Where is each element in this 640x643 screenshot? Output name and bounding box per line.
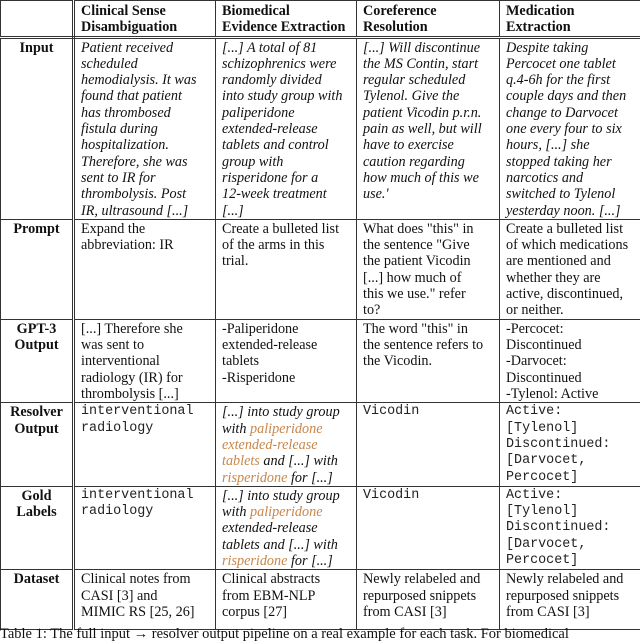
cell-text-line: the patient Vicodin xyxy=(363,253,494,269)
cell-text-line: CASI [3] and xyxy=(81,588,210,604)
row-label-line: GPT-3 xyxy=(3,321,70,337)
cell-text-line: Clinical abstracts xyxy=(222,571,351,587)
cell-text-line: 12-week treatment xyxy=(222,186,351,202)
column-header-biomedical-evidence xyxy=(216,1,357,38)
cell-text-line: corpus [27] xyxy=(222,604,351,620)
cell-text-line xyxy=(222,537,351,553)
cell-text-line: couple days and then xyxy=(506,88,638,104)
table-row-prompt xyxy=(1,219,640,319)
cell-text-line: extended-release xyxy=(222,337,351,353)
highlighted-span: extended-release xyxy=(222,437,318,453)
cell-text-line: [Darvocet, xyxy=(506,537,638,553)
cell-text-line: tablets and control xyxy=(222,137,351,153)
cell-text-line: have to exercise xyxy=(363,137,494,153)
table-cell xyxy=(216,570,357,630)
cell-text-line: of which medications xyxy=(506,237,638,253)
cell-text-line: active, discontinued, xyxy=(506,286,638,302)
cell-text-line: Despite taking xyxy=(506,40,638,56)
cell-text-line: switched to Tylenol xyxy=(506,186,638,202)
table-cell xyxy=(357,37,500,219)
cell-text-line: has thrombosed xyxy=(81,105,210,121)
cell-text-line: change to Darvocet xyxy=(506,105,638,121)
cell-text-line: patient Vicodin p.r.n. xyxy=(363,105,494,121)
table-cell xyxy=(500,486,640,569)
cell-text-line: found that patient xyxy=(81,88,210,104)
cell-text-line: thrombolysis. Post xyxy=(81,186,210,202)
cell-text-line: radiology (IR) for xyxy=(81,370,210,386)
table-cell xyxy=(74,37,216,219)
cell-text-line: Percocet] xyxy=(506,553,638,569)
cell-text-line: -Tylenol: Active xyxy=(506,386,638,402)
cell-text-line: [Darvocet, xyxy=(506,453,638,469)
highlighted-span: risperidone xyxy=(222,470,287,486)
cell-text-line: use.' xyxy=(363,186,494,202)
cell-text-line: to? xyxy=(363,302,494,318)
cell-text-line xyxy=(222,437,351,453)
cell-text-line: radiology xyxy=(81,421,210,437)
cell-text-line: pain as well, but will xyxy=(363,121,494,137)
cell-text-line: abbreviation: IR xyxy=(81,237,210,253)
cell-text-line: Create a bulleted list xyxy=(506,221,638,237)
table-cell xyxy=(357,570,500,630)
cell-text-line: Active: xyxy=(506,404,638,420)
cell-text-line: Create a bulleted list xyxy=(222,221,351,237)
row-label xyxy=(1,486,74,569)
cell-text-line: Tylenol. Give the xyxy=(363,88,494,104)
table-cell xyxy=(357,219,500,319)
cell-text-line: Therefore, she was xyxy=(81,154,210,170)
header-corner xyxy=(1,1,74,38)
table-cell xyxy=(500,570,640,630)
cell-text-line: this we use." refer xyxy=(363,286,494,302)
cell-text-line: are mentioned and xyxy=(506,253,638,269)
row-label-line: Gold xyxy=(3,488,70,504)
cell-text-line: IR, ultrasound [...] xyxy=(81,203,210,219)
column-header-line: Disambiguation xyxy=(81,19,210,35)
cell-text-line xyxy=(222,470,351,486)
table-cell xyxy=(216,486,357,569)
cell-text-line: -Darvocet: xyxy=(506,353,638,369)
cell-text-line: [...] Will discontinue xyxy=(363,40,494,56)
table-row-gpt3-output xyxy=(1,319,640,402)
cell-text-line: the sentence refers to xyxy=(363,337,494,353)
table-cell xyxy=(500,37,640,219)
cell-text-line: how much of this we xyxy=(363,170,494,186)
cell-text-line: extended-release xyxy=(222,121,351,137)
table-cell xyxy=(357,319,500,402)
cell-text-line: Vicodin xyxy=(363,488,494,504)
cell-text-line: thrombolysis [...] xyxy=(81,386,210,402)
cell-text-line: radiology xyxy=(81,504,210,520)
cell-text-line: scheduled xyxy=(81,56,210,72)
text-span: [...] into study group xyxy=(222,404,340,420)
cell-text-line: The word "this" in xyxy=(363,321,494,337)
cell-text-line xyxy=(222,421,351,437)
cell-text-line: from EBM-NLP xyxy=(222,588,351,604)
table-cell xyxy=(74,219,216,319)
cell-text-line: Vicodin xyxy=(363,404,494,420)
cell-text-line: the sentence "Give xyxy=(363,237,494,253)
cell-text-line: -Paliperidone xyxy=(222,321,351,337)
cell-text-line: Clinical notes from xyxy=(81,571,210,587)
cell-text-line xyxy=(222,520,351,536)
table-cell xyxy=(216,319,357,402)
table-cell xyxy=(216,37,357,219)
cell-text-line: Active: xyxy=(506,488,638,504)
table-body xyxy=(1,1,640,630)
table-row-input xyxy=(1,37,640,219)
cell-text-line: regular scheduled xyxy=(363,72,494,88)
cell-text-line: [Tylenol] xyxy=(506,421,638,437)
row-label-line: Output xyxy=(3,421,70,437)
cell-text-line: from CASI [3] xyxy=(363,604,494,620)
cell-text-line xyxy=(222,404,351,420)
cell-text-line: group with xyxy=(222,154,351,170)
cell-text-line: of the arms in this xyxy=(222,237,351,253)
cell-text-line: trial. xyxy=(222,253,351,269)
text-span: extended-release xyxy=(222,520,318,536)
table-cell xyxy=(74,403,216,486)
cell-text-line: [...] Therefore she xyxy=(81,321,210,337)
cell-text-line: schizophrenics were xyxy=(222,56,351,72)
table-cell xyxy=(74,570,216,630)
row-label-line: Output xyxy=(3,337,70,353)
column-header-line: Resolution xyxy=(363,19,494,35)
table-cell xyxy=(216,403,357,486)
cell-text-line: or neither. xyxy=(506,302,638,318)
cell-text-line: Percocet] xyxy=(506,470,638,486)
cell-text-line: interventional xyxy=(81,404,210,420)
row-label-line: Labels xyxy=(3,504,70,520)
cell-text-line: whether they are xyxy=(506,270,638,286)
row-label-line: Resolver xyxy=(3,404,70,420)
cell-text-line: was sent to xyxy=(81,337,210,353)
cell-text-line: [...] how much of xyxy=(363,270,494,286)
row-label-line: Dataset xyxy=(3,571,70,587)
cell-text-line: -Risperidone xyxy=(222,370,351,386)
cell-text-line: Discontinued xyxy=(506,337,638,353)
cell-text-line: caution regarding xyxy=(363,154,494,170)
table-cell xyxy=(357,486,500,569)
row-label-line: Prompt xyxy=(3,221,70,237)
table-row-gold-labels xyxy=(1,486,640,569)
row-label xyxy=(1,319,74,402)
cell-text-line: MIMIC RS [25, 26] xyxy=(81,604,210,620)
cell-text-line: randomly divided xyxy=(222,72,351,88)
highlighted-span: paliperidone xyxy=(250,504,323,520)
table-row-resolver-output xyxy=(1,403,640,486)
cell-text-line: into study group with xyxy=(222,88,351,104)
cell-text-line: one every four to six xyxy=(506,121,638,137)
cell-text-line: Discontinued xyxy=(506,370,638,386)
column-header-line: Clinical Sense xyxy=(81,3,210,19)
column-header-medication xyxy=(500,1,640,38)
column-header-clinical-sense xyxy=(74,1,216,38)
header-row xyxy=(1,1,640,38)
cell-text-line: Expand the xyxy=(81,221,210,237)
cell-text-line: the Vicodin. xyxy=(363,353,494,369)
column-header-coreference xyxy=(357,1,500,38)
table-cell xyxy=(74,486,216,569)
text-span: and [...] with xyxy=(260,453,338,469)
table-cell xyxy=(357,403,500,486)
text-span: with xyxy=(222,504,250,520)
text-span: tablets and [...] with xyxy=(222,537,338,553)
table-cell xyxy=(500,219,640,319)
cell-text-line: fistula during xyxy=(81,121,210,137)
cell-text-line: from CASI [3] xyxy=(506,604,638,620)
cell-text-line: What does "this" in xyxy=(363,221,494,237)
table-row-dataset xyxy=(1,570,640,630)
cell-text-line: -Percocet: xyxy=(506,321,638,337)
cell-text-line: [...] xyxy=(222,203,351,219)
row-label xyxy=(1,219,74,319)
column-header-line: Evidence Extraction xyxy=(222,19,351,35)
cell-text-line xyxy=(222,504,351,520)
table-cell xyxy=(500,403,640,486)
cell-text-line: Discontinued: xyxy=(506,437,638,453)
highlighted-span: tablets xyxy=(222,453,260,469)
row-label xyxy=(1,403,74,486)
cell-text-line: [...] A total of 81 xyxy=(222,40,351,56)
row-label xyxy=(1,37,74,219)
table-cell xyxy=(74,319,216,402)
cell-text-line: tablets xyxy=(222,353,351,369)
cell-text-line: paliperidone xyxy=(222,105,351,121)
cell-text-line xyxy=(222,453,351,469)
table-caption: Table 1: The full input → resolver output pipeline on a real example for each task. For biomedical xyxy=(0,626,569,643)
text-span: with xyxy=(222,421,250,437)
cell-text-line: interventional xyxy=(81,353,210,369)
cell-text-line: yesterday noon. [...] xyxy=(506,203,638,219)
cell-text-line: [Tylenol] xyxy=(506,504,638,520)
cell-text-line: stopped taking her xyxy=(506,154,638,170)
row-label-line: Input xyxy=(3,40,70,56)
cell-text-line: Newly relabeled and xyxy=(363,571,494,587)
cell-text-line: sent to IR for xyxy=(81,170,210,186)
column-header-line: Medication xyxy=(506,3,638,19)
text-span: for [...] xyxy=(287,470,332,486)
cell-text-line: hours, [...] she xyxy=(506,137,638,153)
table-cell xyxy=(500,319,640,402)
cell-text-line xyxy=(222,553,351,569)
column-header-line: Extraction xyxy=(506,19,638,35)
cell-text-line: Discontinued: xyxy=(506,520,638,536)
cell-text-line: Patient received xyxy=(81,40,210,56)
table-cell xyxy=(216,219,357,319)
cell-text-line: interventional xyxy=(81,488,210,504)
text-span: [...] into study group xyxy=(222,488,340,504)
cell-text-line: hemodialysis. It was xyxy=(81,72,210,88)
column-header-line: Biomedical xyxy=(222,3,351,19)
cell-text-line: repurposed snippets xyxy=(363,588,494,604)
cell-text-line: q.4-6h for the first xyxy=(506,72,638,88)
highlighted-span: risperidone xyxy=(222,553,287,569)
cell-text-line: repurposed snippets xyxy=(506,588,638,604)
cell-text-line xyxy=(222,488,351,504)
cell-text-line: Percocet one tablet xyxy=(506,56,638,72)
cell-text-line: risperidone for a xyxy=(222,170,351,186)
row-label xyxy=(1,570,74,630)
text-span: for [...] xyxy=(287,553,332,569)
cell-text-line: hospitalization. xyxy=(81,137,210,153)
column-header-line: Coreference xyxy=(363,3,494,19)
highlighted-span: paliperidone xyxy=(250,421,323,437)
cell-text-line: the MS Contin, start xyxy=(363,56,494,72)
cell-text-line: narcotics and xyxy=(506,170,638,186)
cell-text-line: Newly relabeled and xyxy=(506,571,638,587)
